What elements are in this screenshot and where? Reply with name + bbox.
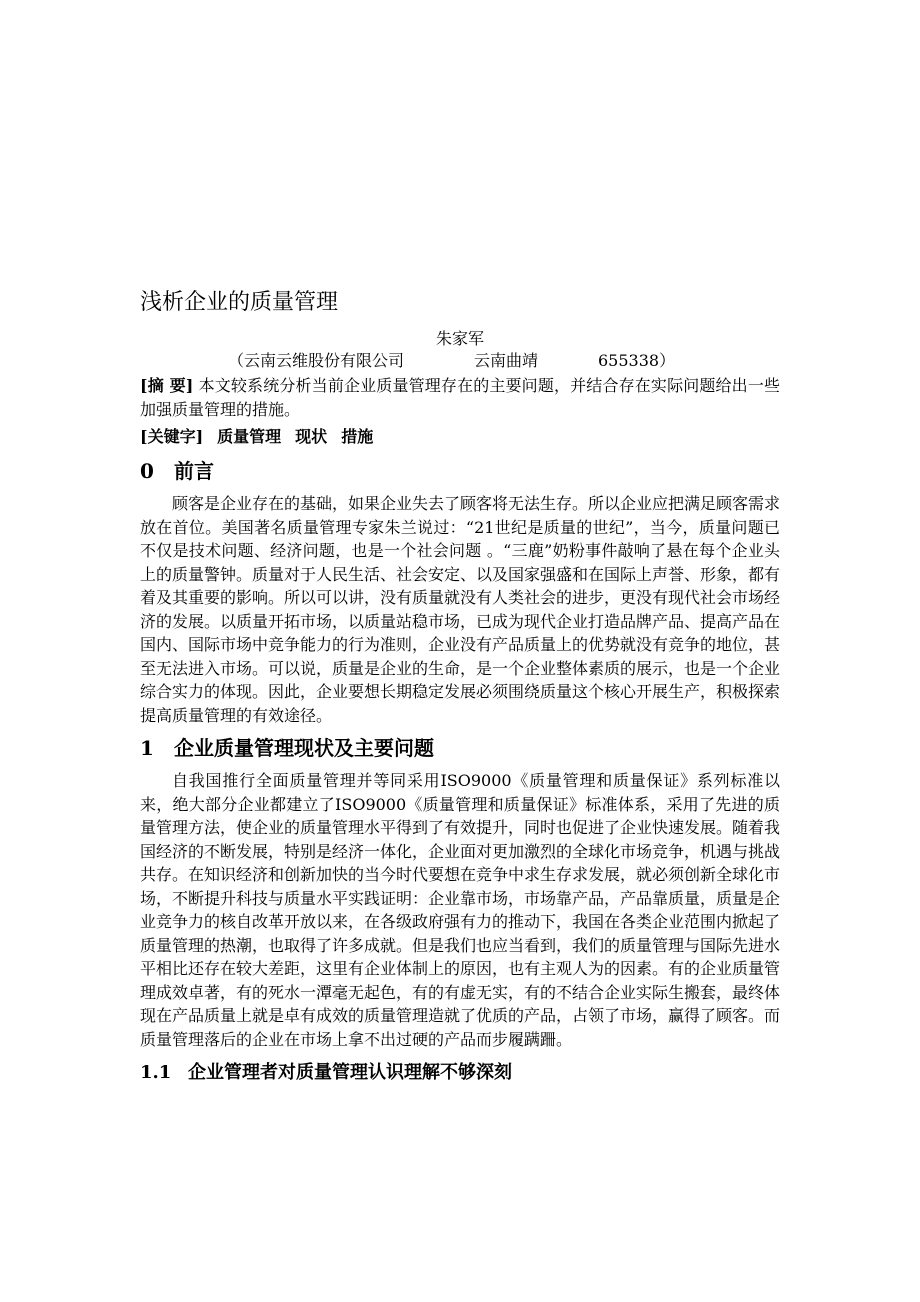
author-name: 朱家军 (435, 329, 484, 348)
keyword-item: 质量管理 (217, 427, 282, 446)
section-paragraph: 顾客是企业存在的基础，如果企业失去了顾客将无法生存。所以企业应把满足顾客需求放在首位。美国著名质量管理专家朱兰说过：“21世纪是质量的世纪”，当今，质量问题已不仅是技术问题、经济问题，也是一个社会问题 。“三鹿”奶粉事件敲响了悬在每个企业头上的质量警钟。质量对于人民生活、社会安定、以及国家强盛和在国际上声誉、形象，都有着及其重要的影响。所以可以讲，没有质量就没有人类社会的进步，更没有现代社会市场经济的发展。以质量开拓市场，以质量站稳市场，已成为现代企业打造品牌产品、提高产品在国内、国际市场中竞争能力的行为准则，企业没有产品质量上的优势就没有竞争的地位，甚至无法进入市场。可以说，质量是企业的生命，是一个企业整体素质的展示，也是一个企业综合实力的体现。因此，企业要想长期稳定发展必须围绕质量这个核心开展生产，积极探索提高质量管理的有效途径。 (140, 494, 781, 725)
abstract-text: 本文较系统分析当前企业质量管理存在的主要问题，并结合存在实际问题给出一些加强质量管理的措施。 (140, 376, 780, 419)
subsection-number: 1.1 (140, 1062, 172, 1083)
section-number: 0 (140, 459, 154, 483)
affiliation-location: 云南曲靖 (474, 351, 539, 370)
affiliation-company: （云南云维股份有限公司 (228, 351, 405, 370)
section-number: 1 (140, 736, 154, 760)
keyword-item: 现状 (295, 427, 328, 446)
abstract (140, 374, 780, 421)
article-title: 浅析企业的质量管理 (140, 290, 339, 315)
document-page (140, 286, 780, 1087)
section-heading (140, 456, 780, 486)
section-title: 企业质量管理现状及主要问题 (174, 736, 434, 760)
section-heading (140, 733, 780, 763)
keywords-label: [关键字] (140, 427, 204, 446)
abstract-label: [摘 要] (140, 376, 194, 395)
keywords (140, 425, 780, 448)
subsection-heading (140, 1059, 780, 1087)
section-paragraph: 自我国推行全面质量管理并等同采用ISO9000《质量管理和质量保证》系列标准以来，绝大部分企业都建立了ISO9000《质量管理和质量保证》标准体系，采用了先进的质量管理方法，使企业的质量管理水平得到了有效提升，同时也促进了企业快速发展。随着我国经济的不断发展，特别是经济一体化，企业面对更加激烈的全球化市场竞争，机遇与挑战共存。在知识经济和创新加快的当今时代要想在竞争中求生存求发展，就必须创新全球化市场，不断提升科技与质量水平实践证明：企业靠市场，市场靠产品，产品靠质量，质量是企业竞争力的核自改革开放以来，在各级政府强有力的推动下，我国在各类企业范围内掀起了质量管理的热潮，也取得了许多成就。但是我们也应当看到，我们的质量管理与国际先进水平相比还存在较大差距，这里有企业体制上的原因，也有主观人为的因素。有的企业质量管理成效卓著，有的死水一潭毫无起色，有的有虚无实，有的不结合企业实际生搬套，最终体现在产品质量上就是卓有成效的质量管理造就了优质的产品，占领了市场，赢得了顾客。而质量管理落后的企业在市场上拿不出过硬的产品而步履蹒跚。 (140, 771, 781, 1049)
keyword-item: 措施 (341, 427, 374, 446)
subsection-title: 企业管理者对质量管理认识理解不够深刻 (188, 1062, 512, 1083)
author-affiliation (140, 350, 780, 372)
affiliation-postcode: 655338） (598, 351, 676, 370)
section-title: 前言 (174, 459, 214, 483)
